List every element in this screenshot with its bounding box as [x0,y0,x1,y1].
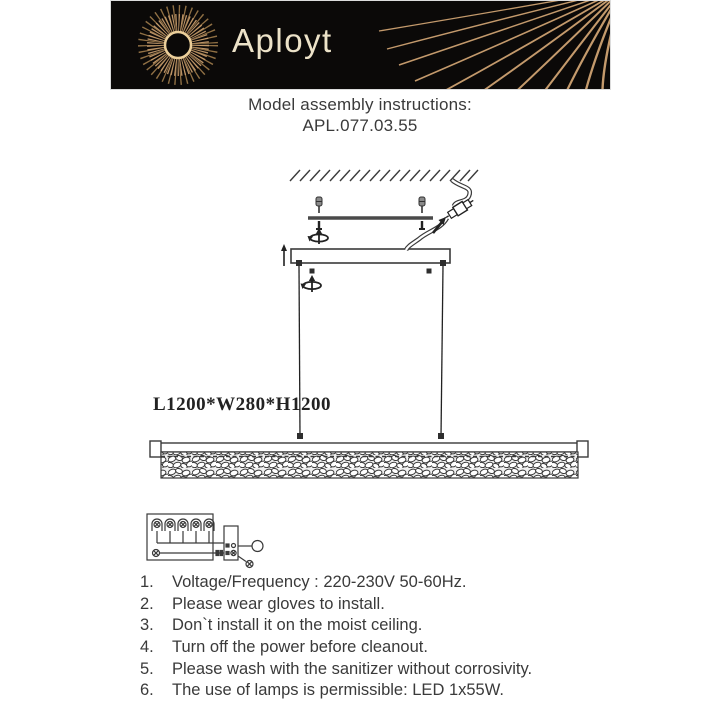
list-item [138,638,532,660]
wiring-schematic-icon [147,514,263,568]
page-title: Model assembly instructions: [248,95,472,114]
output-port-icon [252,541,263,552]
item-number: 3. [140,616,154,635]
screw-right-icon [419,221,425,229]
terminal-screws [152,519,214,531]
list-item [138,595,532,617]
list-item [138,573,532,595]
lift-arrow-icon [281,244,287,266]
suspension-wire-right [441,266,443,437]
item-text: Voltage/Frequency : 220-230V 50-60Hz. [172,573,467,591]
lamp-symbol-icon [153,550,160,557]
item-number: 1. [140,573,154,591]
item-text: The use of lamps is permissible: LED 1x55W. [172,681,504,700]
fixture-grip-right [438,433,444,439]
brand-name: Aployt [232,22,333,59]
item-text: Turn off the power before cleanout. [172,638,428,657]
item-text: Please wear gloves to install. [172,594,385,613]
ceiling-hatch-icon [290,170,478,181]
cable-grip-right [440,260,446,266]
dimension-label: L1200*W280*H1200 [153,394,331,415]
list-item [138,660,532,682]
fixture-endcap-left [150,441,161,457]
rotation-arrow-icon [301,275,322,292]
lamp-symbol-icon [246,561,253,568]
anchor-bolt-right-icon [419,197,425,213]
list-item [138,681,532,703]
pendant-fixture [150,441,588,478]
fixture-endcap-right [577,441,588,457]
fixture-bar [156,443,583,452]
anchor-bolt-left-icon [316,197,322,213]
canopy [291,249,450,263]
instructions-list [138,573,532,703]
item-number: 6. [140,681,154,700]
list-item [138,616,532,638]
screw-left-icon [316,221,322,229]
rotation-arrow-icon [308,228,329,244]
driver-box-icon [224,526,238,560]
fixture-grip-left [297,433,303,439]
item-text: Don`t install it on the moist ceiling. [172,616,423,635]
cable-grip-left [296,260,302,266]
model-number: APL.077.03.55 [302,116,418,135]
pin-right [427,269,432,274]
item-number: 4. [140,638,154,657]
item-number: 5. [140,659,154,678]
item-number: 2. [140,594,154,613]
pin-left [310,269,315,274]
item-text: Please wash with the sanitizer without corrosivity. [172,659,533,678]
